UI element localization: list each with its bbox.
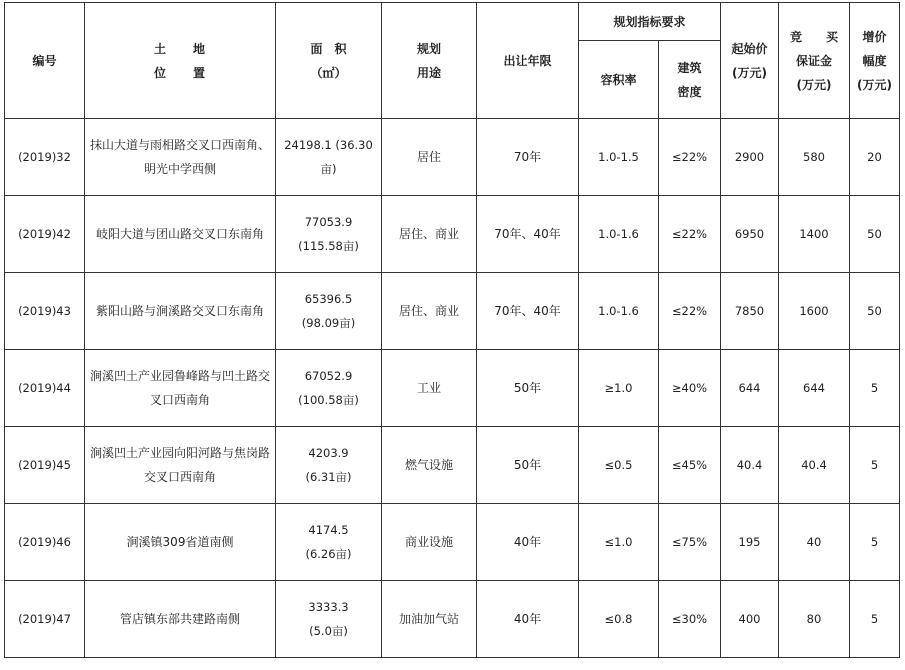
cell-id: (2019)47	[5, 581, 85, 658]
header-deposit-line3: (万元)	[796, 77, 832, 92]
cell-area-line1: 65396.5	[304, 292, 353, 306]
cell-term: 50年	[477, 350, 579, 427]
cell-density: ≥40%	[659, 350, 721, 427]
cell-increment: 20	[850, 119, 900, 196]
cell-use: 加油加气站	[382, 581, 477, 658]
header-increment-line1: 增价	[862, 29, 887, 44]
cell-far: 1.0-1.6	[579, 273, 659, 350]
cell-location	[85, 581, 276, 658]
cell-location-line1: 抹山大道与雨相路交叉口西南角、	[89, 138, 270, 152]
cell-area-line2: (100.58亩)	[298, 393, 359, 407]
cell-use: 居住、商业	[382, 273, 477, 350]
cell-increment: 50	[850, 196, 900, 273]
header-area	[276, 3, 382, 119]
cell-deposit: 1600	[779, 273, 850, 350]
cell-location-line1: 涧溪镇309省道南侧	[126, 535, 234, 549]
cell-far: ≤1.0	[579, 504, 659, 581]
header-area-line2: （㎡）	[310, 65, 347, 80]
cell-increment: 5	[850, 581, 900, 658]
cell-location-line1: 涧溪凹土产业园鲁峰路与凹土路交	[89, 369, 270, 383]
header-location-line1: 土 地	[153, 41, 206, 56]
cell-use: 燃气设施	[382, 427, 477, 504]
header-use-line1: 规划	[416, 41, 441, 56]
cell-area	[276, 119, 382, 196]
cell-location	[85, 119, 276, 196]
cell-area-line2: (6.26亩)	[305, 547, 352, 561]
cell-location	[85, 504, 276, 581]
cell-area-line2: (115.58亩)	[298, 239, 359, 253]
cell-increment: 5	[850, 350, 900, 427]
cell-area-line1: 77053.9	[304, 215, 353, 229]
cell-deposit: 80	[779, 581, 850, 658]
cell-term: 50年	[477, 427, 579, 504]
header-start-price	[721, 3, 779, 119]
header-increment	[850, 3, 900, 119]
cell-area	[276, 273, 382, 350]
header-density-line2: 密度	[677, 84, 702, 99]
cell-deposit: 644	[779, 350, 850, 427]
cell-start-price: 40.4	[721, 427, 779, 504]
cell-term: 40年	[477, 581, 579, 658]
table-row	[5, 273, 900, 350]
cell-start-price: 2900	[721, 119, 779, 196]
cell-start-price: 195	[721, 504, 779, 581]
header-far: 容积率	[579, 41, 659, 119]
cell-location	[85, 427, 276, 504]
cell-increment: 5	[850, 427, 900, 504]
header-deposit	[779, 3, 850, 119]
cell-far: 1.0-1.6	[579, 196, 659, 273]
cell-use: 工业	[382, 350, 477, 427]
cell-term: 40年	[477, 504, 579, 581]
cell-term: 70年、40年	[477, 273, 579, 350]
cell-increment: 50	[850, 273, 900, 350]
cell-density: ≤75%	[659, 504, 721, 581]
cell-use: 商业设施	[382, 504, 477, 581]
cell-id: (2019)44	[5, 350, 85, 427]
cell-density: ≤22%	[659, 196, 721, 273]
header-planning-group: 规划指标要求	[579, 3, 721, 41]
cell-far: ≤0.5	[579, 427, 659, 504]
cell-density: ≤22%	[659, 119, 721, 196]
header-use-line2: 用途	[416, 65, 441, 80]
header-location	[85, 3, 276, 119]
cell-id: (2019)45	[5, 427, 85, 504]
cell-location-line2: 明光中学西侧	[143, 162, 216, 176]
cell-area-line1: 24198.1 (36.30亩)	[284, 138, 373, 176]
cell-deposit: 40	[779, 504, 850, 581]
cell-start-price: 6950	[721, 196, 779, 273]
header-use	[382, 3, 477, 119]
table-row	[5, 427, 900, 504]
header-increment-line2: 幅度	[862, 53, 887, 68]
cell-far: ≥1.0	[579, 350, 659, 427]
cell-deposit: 1400	[779, 196, 850, 273]
cell-use: 居住	[382, 119, 477, 196]
header-deposit-line2: 保证金	[795, 53, 832, 68]
cell-location-line1: 紫阳山路与涧溪路交叉口东南角	[95, 304, 264, 318]
cell-area	[276, 427, 382, 504]
header-term: 出让年限	[477, 3, 579, 119]
cell-deposit: 40.4	[779, 427, 850, 504]
cell-use: 居住、商业	[382, 196, 477, 273]
cell-location	[85, 350, 276, 427]
cell-area-line2: (6.31亩)	[305, 470, 352, 484]
cell-start-price: 644	[721, 350, 779, 427]
cell-area	[276, 196, 382, 273]
cell-id: (2019)42	[5, 196, 85, 273]
header-start-price-line2: (万元)	[732, 65, 767, 80]
cell-start-price: 400	[721, 581, 779, 658]
cell-location-line2: 叉口西南角	[149, 393, 210, 407]
cell-deposit: 580	[779, 119, 850, 196]
cell-id: (2019)46	[5, 504, 85, 581]
cell-id: (2019)32	[5, 119, 85, 196]
header-deposit-line1: 竞 买	[789, 29, 838, 44]
cell-term: 70年	[477, 119, 579, 196]
cell-increment: 5	[850, 504, 900, 581]
cell-density: ≤45%	[659, 427, 721, 504]
table-row	[5, 350, 900, 427]
cell-area-line1: 4174.5	[308, 523, 349, 537]
cell-start-price: 7850	[721, 273, 779, 350]
cell-area	[276, 350, 382, 427]
header-density-line1: 建筑	[677, 60, 702, 75]
cell-location-line1: 管店镇东部共建路南侧	[119, 612, 240, 626]
cell-area-line1: 67052.9	[304, 369, 353, 383]
cell-area-line1: 4203.9	[308, 446, 349, 460]
header-density	[659, 41, 721, 119]
cell-area	[276, 504, 382, 581]
cell-location	[85, 273, 276, 350]
cell-area	[276, 581, 382, 658]
cell-location-line1: 涧溪凹土产业园向阳河路与焦岗路	[89, 446, 270, 460]
cell-area-line2: (98.09亩)	[301, 316, 356, 330]
cell-location-line2: 交叉口西南角	[143, 470, 216, 484]
cell-term: 70年、40年	[477, 196, 579, 273]
header-row-1	[5, 3, 900, 41]
table-row	[5, 119, 900, 196]
cell-location-line1: 岐阳大道与团山路交叉口东南角	[95, 227, 264, 241]
header-location-line2: 位 置	[153, 65, 206, 80]
table-row	[5, 581, 900, 658]
cell-density: ≤30%	[659, 581, 721, 658]
cell-far: ≤0.8	[579, 581, 659, 658]
cell-location	[85, 196, 276, 273]
cell-area-line2: (5.0亩)	[309, 624, 348, 638]
header-id: 编号	[5, 3, 85, 119]
header-increment-line3: (万元)	[857, 77, 892, 92]
header-area-line1: 面 积	[310, 41, 347, 56]
table-row	[5, 504, 900, 581]
table-row	[5, 196, 900, 273]
header-start-price-line1: 起始价	[731, 41, 768, 56]
cell-id: (2019)43	[5, 273, 85, 350]
cell-far: 1.0-1.5	[579, 119, 659, 196]
cell-area-line1: 3333.3	[308, 600, 349, 614]
cell-density: ≤22%	[659, 273, 721, 350]
land-auction-table	[4, 2, 900, 658]
